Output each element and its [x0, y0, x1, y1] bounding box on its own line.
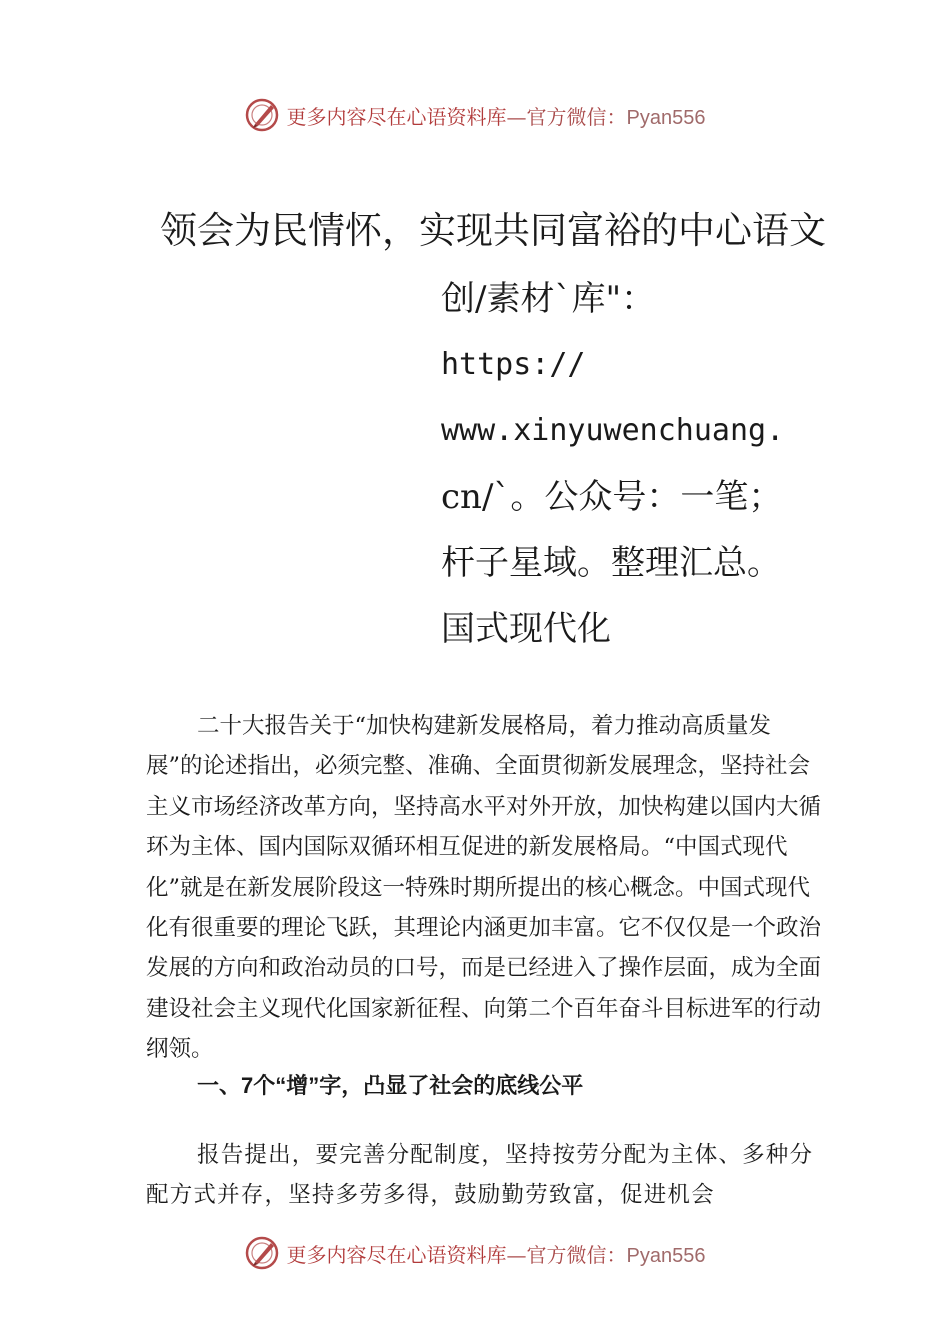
- title-line: 国式现代化: [441, 609, 611, 649]
- watermark-wechat-id: Pyan556: [626, 106, 706, 129]
- watermark-label: 官方微信：: [526, 1242, 627, 1267]
- watermark-header: [0, 95, 950, 135]
- body-text: [146, 706, 826, 1070]
- watermark-dash: —: [506, 104, 527, 129]
- title-continuation: [441, 266, 821, 662]
- watermark-dash: —: [506, 1242, 527, 1267]
- title-line: 创/素材`库"：: [441, 279, 656, 319]
- watermark-brand: 更多内容尽在心语资料库: [286, 1242, 507, 1267]
- paragraph: 报告提出，要完善分配制度，坚持按劳分配为主体、多种分配方式并存，坚持多劳多得，鼓励勤劳致富，促进机会: [146, 1141, 814, 1208]
- title-line: cn/`。公众号：一笔；: [441, 477, 783, 517]
- watermark-label: 官方微信：: [526, 104, 627, 129]
- watermark-footer: [0, 1233, 950, 1273]
- pen-logo-icon: [245, 97, 281, 133]
- watermark-wechat-id: Pyan556: [626, 1244, 706, 1267]
- document-title: 领会为民情怀，实现共同富裕的中心语文: [160, 209, 826, 252]
- body-text-continued: [146, 1112, 826, 1237]
- watermark-brand: 更多内容尽在心语资料库: [286, 104, 507, 129]
- section-heading: 一、7个“增”字，凸显了社会的底线公平: [197, 1073, 584, 1098]
- paragraph: 二十大报告关于“加快构建新发展格局，着力推动高质量发展”的论述指出，必须完整、准确、全面贯彻新发展理念，坚持社会主义市场经济改革方向，坚持高水平对外开放，加快构建以国内大循环为主体、国内国际双循环相互促进的新发展格局。“中国式现代化”就是在新发展阶段这一特殊时期所提出的核心概念。中国式现代化有很重要的理论飞跃，其理论内涵更加丰富。它不仅仅是一个政治发展的方向和政治动员的口号，而是已经进入了操作层面，成为全面建设社会主义现代化国家新征程、向第二个百年奋斗目标进军的行动纲领。: [146, 713, 822, 1063]
- title-line-url: www.xinyuwenchuang.: [441, 413, 785, 448]
- title-line-url: https://: [441, 347, 586, 382]
- title-line: 杆子星域。整理汇总。: [441, 543, 781, 583]
- pen-logo-icon: [245, 1235, 281, 1271]
